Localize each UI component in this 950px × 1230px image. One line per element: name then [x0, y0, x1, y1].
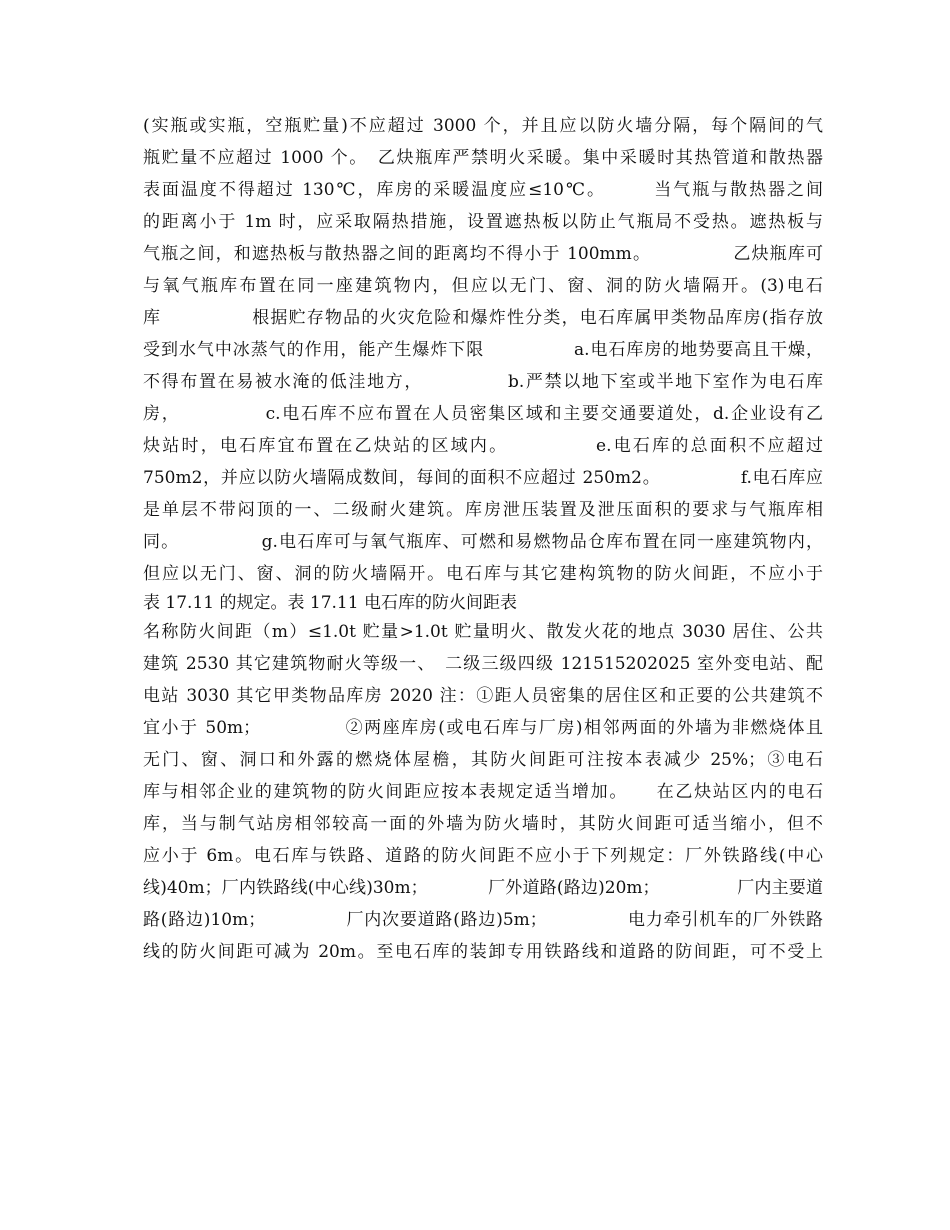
text-line-8: 受到水气中冰蒸气的作用，能产生爆炸下限 a.电石库房的地势要高且干燥，	[143, 340, 823, 360]
text-line-20: 宜小于 50m； ②两座库房(或电石库与厂房)相邻两面的外墙为非燃烧体且	[143, 718, 823, 738]
text-line-3: 表面温度不得超过 130℃，库房的采暖温度应≤10℃。 当气瓶与散热器之间	[143, 180, 823, 200]
text-line-4: 的距离小于 1m 时，应采取隔热措施，设置遮热板以防止气瓶局不受热。遮热板与	[143, 212, 823, 232]
text-line-18: 建筑 2530 其它建筑物耐火等级一、 二级三级四级 121515202025 室外变电站、配	[143, 654, 823, 674]
text-line-6: 与氧气瓶库布置在同一座建筑物内，但应以无门、窗、洞的防火墙隔开。(3)电石	[143, 276, 823, 296]
text-line-14: 同。 g.电石库可与氧气瓶库、可燃和易燃物品仓库布置在同一座建筑物内，	[143, 532, 823, 552]
text-line-27: 线的防火间距可减为 20m。至电石库的装卸专用铁路线和道路的防间距，可不受上	[143, 942, 823, 962]
text-line-25: 线)40m；厂内铁路线(中心线)30m； 厂外道路(路边)20m； 厂内主要道	[143, 878, 823, 898]
text-line-13: 是单层不带闷顶的一、二级耐火建筑。库房泄压装置及泄压面积的要求与气瓶库相	[143, 500, 823, 520]
body-text	[143, 110, 823, 968]
text-line-2: 瓶贮量不应超过 1000 个。 乙炔瓶库严禁明火采暖。集中采暖时其热管道和散热器	[143, 148, 823, 168]
text-line-23: 库，当与制气站房相邻较高一面的外墙为防火墙时，其防火间距可适当缩小，但不	[143, 814, 823, 834]
text-line-17: 名称防火间距（m）≤1.0t 贮量>1.0t 贮量明火、散发火花的地点 3030 居住、公共	[143, 622, 823, 642]
text-line-9: 不得布置在易被水淹的低洼地方， b.严禁以地下室或半地下室作为电石库	[143, 372, 823, 392]
text-line-7: 库 根据贮存物品的火灾危险和爆炸性分类，电石库属甲类物品库房(指存放	[143, 308, 823, 328]
text-line-24: 应小于 6m。电石库与铁路、道路的防火间距不应小于下列规定：厂外铁路线(中心	[143, 846, 823, 866]
text-line-21: 无门、窗、洞口和外露的燃烧体屋檐，其防火间距可注按本表减少 25%；③电石	[143, 750, 823, 770]
text-line-10: 房， c.电石库不应布置在人员密集区域和主要交通要道处，d.企业设有乙	[143, 404, 823, 424]
text-line-5: 气瓶之间，和遮热板与散热器之间的距离均不得小于 100mm。 乙炔瓶库可	[143, 244, 823, 264]
text-line-1: (实瓶或实瓶，空瓶贮量)不应超过 3000 个，并且应以防火墙分隔，每个隔间的气	[143, 116, 823, 136]
text-line-12: 750m2，并应以防火墙隔成数间，每间的面积不应超过 250m2。 f.电石库应	[143, 468, 823, 488]
text-line-22: 库与相邻企业的建筑物的防火间距应按本表规定适当增加。 在乙炔站区内的电石	[143, 782, 823, 802]
text-line-15: 但应以无门、窗、洞的防火墙隔开。电石库与其它建构筑物的防火间距，不应小于	[143, 564, 823, 584]
text-line-16: 表 17.11 的规定。表 17.11 电石库的防火间距表	[143, 593, 517, 613]
text-line-11: 炔站时，电石库宜布置在乙炔站的区域内。 e.电石库的总面积不应超过	[143, 436, 823, 456]
text-line-19: 电站 3030 其它甲类物品库房 2020 注：①距人员密集的居住区和正要的公共建筑不	[143, 686, 823, 706]
text-line-26: 路(路边)10m； 厂内次要道路(路边)5m； 电力牵引机车的厂外铁路	[143, 910, 823, 930]
